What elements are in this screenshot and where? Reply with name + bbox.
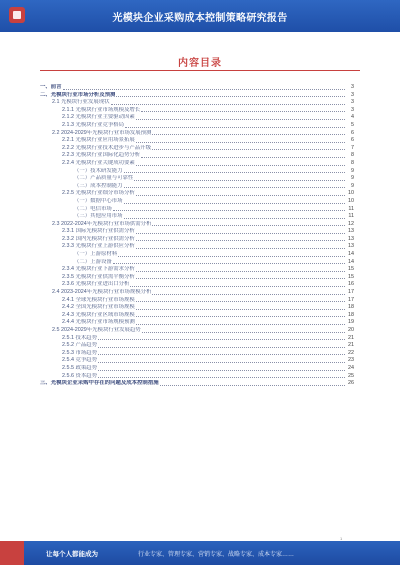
footer-tags: 行业专家、管理专家、营销专家、战略专家、成本专家…… (138, 552, 295, 558)
toc-leader-dots (152, 224, 345, 226)
toc-entry[interactable] (40, 137, 354, 145)
toc-leader-dots (136, 164, 345, 166)
report-title: 光模块企业采购成本控制策略研究报告 (112, 12, 288, 24)
toc-leader-dots (124, 186, 345, 188)
toc-entry-label: 2.2.1 光模块行业应用场景拓展 (62, 137, 135, 144)
toc-entry-page: 22 (348, 349, 354, 356)
toc-entry[interactable] (40, 312, 354, 320)
toc-entry-label: 2.3.3 光模块行业上游供应分析 (62, 243, 135, 250)
toc-leader-dots (136, 141, 345, 143)
toc-entry[interactable] (40, 175, 354, 183)
toc-entry-label: （二）产品质量与可靠性 (74, 175, 134, 182)
toc-entry-page: 19 (348, 319, 354, 326)
toc-leader-dots (136, 247, 345, 249)
toc-entry-page: 13 (348, 228, 354, 235)
toc-entry[interactable] (40, 107, 354, 115)
toc-entry-page: 6 (351, 129, 354, 136)
toc-entry-label: 2.3.4 光模块行业下游需求分析 (62, 266, 135, 273)
toc-entry[interactable] (40, 236, 354, 244)
toc-entry-page: 3 (351, 91, 354, 98)
toc-entry[interactable] (40, 373, 354, 381)
logo-icon (8, 6, 26, 24)
toc-entry[interactable] (40, 213, 354, 221)
toc-entry-label: 2.5.3 市场趋势 (62, 349, 98, 356)
toc-entry-label: 二、光模块行业市场分析及预测 (40, 91, 116, 98)
toc-entry-page: 26 (348, 380, 354, 387)
toc-entry[interactable] (40, 251, 354, 259)
toc-entry-label: （三）成本控制能力 (74, 182, 123, 189)
toc-entry[interactable] (40, 350, 354, 358)
toc-entry-page: 11 (348, 213, 354, 220)
toc-entry[interactable] (40, 228, 354, 236)
toc-entry-label: 2.3.2 国内光模块行业供需分析 (62, 235, 135, 242)
toc-entry-page: 13 (348, 243, 354, 250)
toc-entry-label: 2.5.5 政策趋势 (62, 364, 98, 371)
toc-entry[interactable] (40, 327, 354, 335)
toc-entry[interactable] (40, 183, 354, 191)
toc-entry[interactable] (40, 335, 354, 343)
toc-entry[interactable] (40, 342, 354, 350)
toc-entry-label: 2.3 2022-2024年光模块行业市场供需分析 (52, 220, 152, 227)
toc-entry[interactable] (40, 160, 354, 168)
toc-leader-dots (118, 255, 345, 257)
toc-entry-label: （一）上游原材料 (74, 251, 118, 258)
toc-entry-label: 2.4 2023-2024年光模块行业市场规模分析 (52, 289, 152, 296)
toc-leader-dots (136, 308, 345, 310)
toc-leader-dots (134, 179, 345, 181)
toc-entry-page: 24 (348, 364, 354, 371)
toc-entry-page: 17 (348, 296, 354, 303)
toc-leader-dots (141, 156, 345, 158)
toc-entry-page: 14 (348, 251, 354, 258)
toc-entry-label: 2.5.6 资本趋势 (62, 372, 98, 379)
toc-entry-label: 2.5 2024-2029年光模块行业发展趋势 (52, 327, 141, 333)
toc-entry-page: 16 (348, 281, 354, 288)
toc-entry-label: 2.2.4 光模块行业关键成功要素 (62, 159, 135, 166)
toc-entry-label: 三、光模块企业采购中存在的问题及成本控制措施 (40, 380, 159, 387)
toc-entry-page: 3 (351, 99, 354, 106)
toc-entry[interactable] (40, 243, 354, 251)
toc-leader-dots (113, 262, 345, 264)
toc-entry-label: 2.5.1 技术趋势 (62, 334, 98, 341)
toc-entry-page: 3 (351, 106, 354, 113)
toc-entry-label: （一）数据中心市场 (74, 197, 123, 204)
toc-leader-dots (152, 133, 345, 135)
toc-entry-label: 2.3.6 光模块行业进出口分析 (62, 281, 130, 288)
toc-leader-dots (98, 346, 345, 348)
toc-leader-dots (124, 217, 345, 219)
toc-entry-page: 5 (351, 121, 354, 128)
toc-entry-page: 10 (348, 197, 354, 204)
toc-entry-label: 2.1 光模块行业发展现状 (52, 99, 110, 106)
toc-entry[interactable] (40, 266, 354, 274)
page-number: 1 (340, 536, 343, 541)
toc-entry[interactable] (40, 130, 354, 138)
toc-leader-dots (116, 95, 345, 97)
toc-leader-dots (136, 118, 345, 120)
toc-entry-page: 12 (348, 220, 354, 227)
toc-entry-page: 6 (351, 137, 354, 144)
toc-entry-page: 8 (351, 159, 354, 166)
toc-entry-label: 2.4.4 光模块行业市场规模预测 (62, 319, 135, 326)
toc-leader-dots (98, 338, 345, 340)
toc-entry[interactable] (40, 274, 354, 282)
toc-entry-page: 15 (348, 273, 354, 280)
toc-entry-page: 25 (348, 372, 354, 379)
toc-entry-page: 23 (348, 357, 354, 364)
toc-entry[interactable] (40, 122, 354, 130)
toc-entry-label: 2.2.2 光模块行业技术进步与产品升级 (62, 144, 151, 151)
page-header (0, 0, 400, 32)
toc-leader-dots (124, 202, 345, 204)
toc-leader-dots (124, 171, 345, 173)
toc-entry-label: 2.2 2024-2029年光模块行业市场发展预测 (52, 129, 152, 136)
toc-entry-page: 14 (348, 258, 354, 265)
toc-entry[interactable] (40, 259, 354, 267)
toc-divider (40, 70, 360, 71)
toc-entry-page: 4 (351, 114, 354, 121)
toc-leader-dots (142, 331, 345, 333)
toc-entry-label: （二）上游设备 (74, 258, 112, 265)
toc-entry-label: 2.2.5 光模块行业细分市场分析 (62, 190, 135, 197)
toc-entry-label: （三）其他应用市场 (74, 213, 123, 220)
toc-entry-page: 20 (348, 327, 354, 333)
toc-entry-label: 2.4.3 光模块行业区域市场规模 (62, 311, 135, 318)
toc-entry[interactable] (40, 198, 354, 206)
toc-leader-dots (136, 232, 345, 234)
toc-entry-page: 17 (348, 289, 354, 296)
toc-entry[interactable] (40, 206, 354, 214)
toc-entry-page: 15 (348, 266, 354, 273)
toc-entry[interactable] (40, 84, 354, 92)
toc-entry-label: 2.1.2 光模块行业主要驱动因素 (62, 114, 135, 121)
toc-entry-label: 2.5.2 产品趋势 (62, 342, 98, 349)
toc-entry-page: 8 (351, 152, 354, 159)
toc-leader-dots (136, 194, 345, 196)
toc-entry[interactable] (40, 221, 354, 229)
toc-entry[interactable] (40, 304, 354, 312)
toc-entry[interactable] (40, 92, 354, 100)
page-footer (0, 541, 400, 565)
toc-entry-label: 2.1.1 光模块行业市场规模及增长 (62, 106, 141, 113)
toc-leader-dots (136, 277, 345, 279)
toc-entry-page: 9 (351, 167, 354, 174)
toc-entry-page: 13 (348, 235, 354, 242)
toc-entry[interactable] (40, 99, 354, 107)
toc-leader-dots (136, 323, 345, 325)
toc-entry[interactable] (40, 357, 354, 365)
toc-leader-dots (125, 126, 345, 128)
toc-entry[interactable] (40, 297, 354, 305)
toc-entry[interactable] (40, 168, 354, 176)
toc-leader-dots (136, 270, 345, 272)
toc-entry-label: （一）技术研发能力 (74, 167, 123, 174)
toc-leader-dots (136, 300, 345, 302)
toc-entry-label: 2.1.3 光模块行业竞争格局 (62, 121, 125, 128)
toc-leader-dots (136, 315, 345, 317)
toc-entry-page: 10 (348, 190, 354, 197)
toc-entry[interactable] (40, 289, 354, 297)
toc-entry[interactable] (40, 145, 354, 153)
toc-entry-page: 21 (348, 334, 354, 341)
toc-entry[interactable] (40, 319, 354, 327)
toc-leader-dots (130, 285, 345, 287)
toc-leader-dots (98, 376, 345, 378)
toc-leader-dots (111, 103, 345, 105)
toc-entry-page: 7 (351, 144, 354, 151)
toc-entry[interactable] (40, 365, 354, 373)
toc-entry-page: 18 (348, 304, 354, 311)
toc-entry[interactable] (40, 281, 354, 289)
toc-entry-page: 18 (348, 311, 354, 318)
toc-entry-page: 9 (351, 175, 354, 182)
toc-leader-dots (98, 369, 345, 371)
toc-leader-dots (136, 239, 345, 241)
toc-entry-page: 11 (348, 205, 354, 212)
toc-entry[interactable] (40, 114, 354, 122)
toc-leader-dots (152, 148, 345, 150)
footer-slogan: 让每个人都能成为 (46, 551, 98, 558)
toc-entry-label: 2.4.1 全球光模块行业市场规模 (62, 296, 135, 303)
toc-entry-label: 一、前言 (40, 84, 62, 90)
toc-entry[interactable] (40, 380, 354, 388)
footer-accent-block (0, 541, 24, 565)
toc-entry-label: 2.5.4 竞争趋势 (62, 357, 98, 364)
table-of-contents (40, 84, 354, 532)
toc-entry-page: 3 (351, 84, 354, 90)
toc-entry-label: 2.3.1 国际光模块行业供需分析 (62, 228, 135, 235)
toc-leader-dots (113, 209, 345, 211)
toc-entry-label: 2.2.3 光模块行业国际化趋势分析 (62, 152, 141, 159)
toc-leader-dots (141, 110, 345, 112)
toc-leader-dots (98, 353, 345, 355)
toc-title: 内容目录 (178, 58, 222, 69)
toc-leader-dots (63, 88, 345, 90)
toc-leader-dots (98, 361, 345, 363)
toc-entry-label: 2.3.5 光模块行业供需平衡分析 (62, 273, 135, 280)
toc-entry[interactable] (40, 152, 354, 160)
toc-leader-dots (160, 384, 345, 386)
toc-entry[interactable] (40, 190, 354, 198)
toc-entry-label: 2.4.2 全国光模块行业市场规模 (62, 304, 135, 311)
toc-entry-page: 21 (348, 342, 354, 349)
toc-entry-page: 9 (351, 182, 354, 189)
toc-leader-dots (152, 293, 345, 295)
toc-entry-label: （二）电信市场 (74, 205, 112, 212)
